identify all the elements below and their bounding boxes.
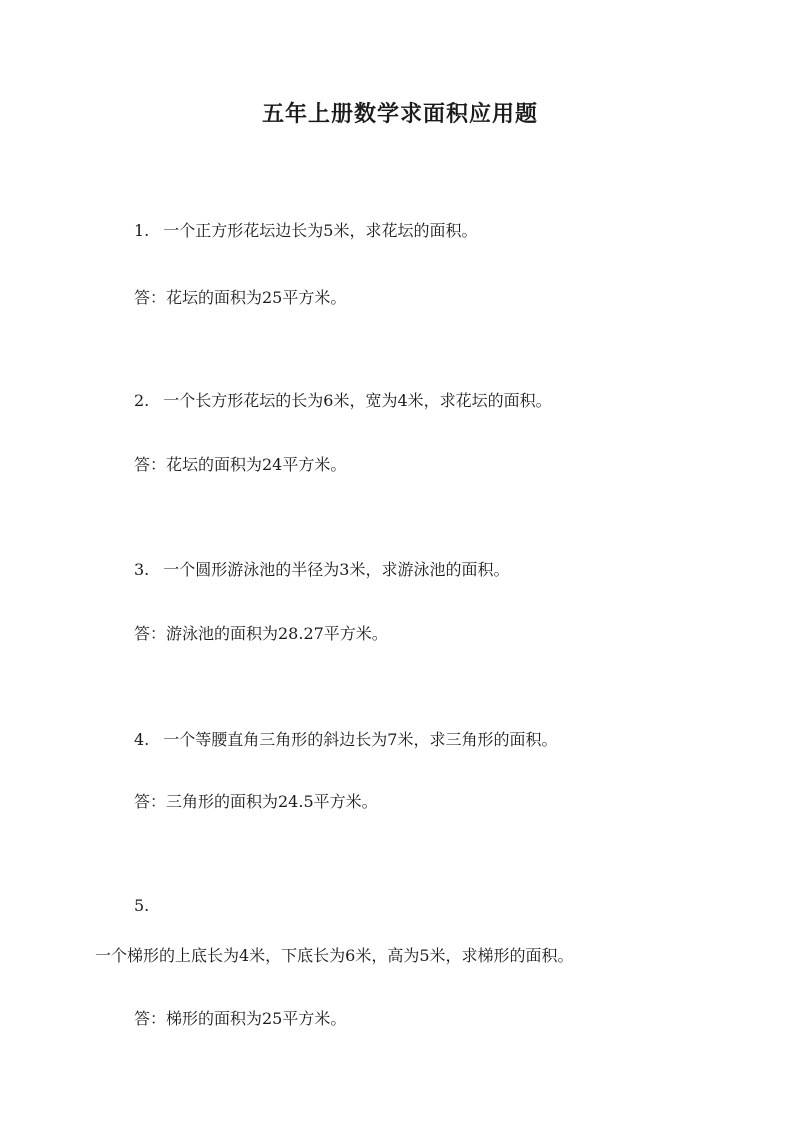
problem-5-answer: 答：梯形的面积为25平方米。 — [134, 1009, 347, 1028]
problem-1-question: 一个正方形花坛边长为5米，求花坛的面积。 — [163, 221, 478, 240]
problem-5-question: 一个梯形的上底长为4米，下底长为6米，高为5米，求梯形的面积。 — [95, 946, 574, 965]
problem-5-number: 5. — [134, 896, 150, 915]
problem-1-answer: 答：花坛的面积为25平方米。 — [134, 288, 347, 307]
problem-1-question-line — [134, 218, 477, 241]
problem-3-answer: 答：游泳池的面积为28.27平方米。 — [134, 624, 388, 643]
document-title: 五年上册数学求面积应用题 — [261, 101, 538, 127]
problem-4-answer: 答：三角形的面积为24.5平方米。 — [134, 792, 378, 811]
problem-1-number: 1. — [134, 221, 150, 240]
problem-2-answer: 答：花坛的面积为24平方米。 — [134, 455, 347, 474]
problem-3-question: 一个圆形游泳池的半径为3米，求游泳池的面积。 — [163, 560, 510, 579]
problem-2-number: 2. — [134, 391, 150, 410]
problem-4-question: 一个等腰直角三角形的斜边长为7米，求三角形的面积。 — [163, 730, 558, 749]
problem-4-question-line — [134, 727, 557, 750]
problem-2-question: 一个长方形花坛的长为6米，宽为4米，求花坛的面积。 — [163, 391, 552, 410]
problem-3-question-line — [134, 557, 509, 580]
problem-2-question-line — [134, 388, 552, 411]
problem-3-number: 3. — [134, 560, 150, 579]
problem-4-number: 4. — [134, 730, 150, 749]
